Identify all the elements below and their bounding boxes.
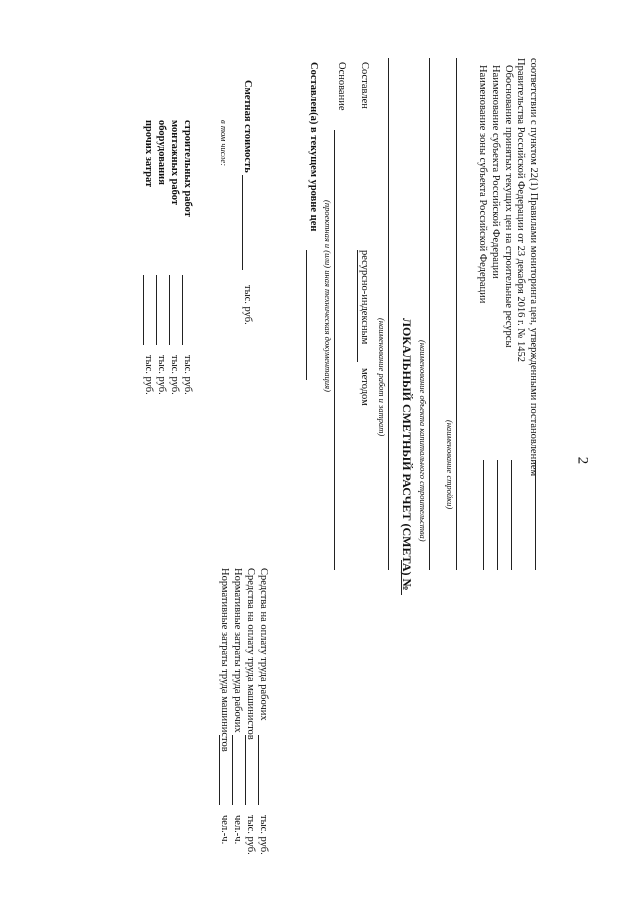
price-level-label: Составлен(а) в текущем уровне цен bbox=[308, 62, 319, 232]
page-number: 2 bbox=[574, 456, 591, 465]
basis-subject-label: Наименование субъекта Российской Федерации bbox=[490, 65, 501, 279]
object-caption: (наименование объекта капитального строительства) bbox=[418, 340, 428, 542]
construction-line bbox=[456, 58, 457, 570]
operators-norm-label: Нормативные затраты труда машинистов bbox=[219, 568, 230, 752]
works-caption: (наименование работ и затрат) bbox=[377, 318, 387, 437]
compiled-suffix: методом bbox=[359, 368, 370, 406]
basis-prices-label: Обоснование принятых текущих цен на строительные ресурсы bbox=[503, 65, 514, 348]
compiled-label: Составлен bbox=[359, 62, 370, 109]
basis-zone-label: Наименование зоны субъекта Российской Федерации bbox=[477, 65, 488, 304]
compiled-method: ресурсно-индексным bbox=[359, 250, 370, 345]
header-line-1: соответствии с пунктом 22(1) Правилами мониторинга цен, утвержденными постановлением bbox=[528, 58, 539, 477]
estimate-number-line bbox=[401, 560, 402, 595]
grounds-line bbox=[334, 130, 335, 570]
object-line bbox=[429, 58, 430, 570]
header-line bbox=[535, 460, 536, 570]
basis-subject-line bbox=[497, 460, 498, 570]
installation-works-label: монтажных работ bbox=[169, 120, 180, 206]
construction-works-unit: тыс. руб. bbox=[182, 355, 193, 395]
estimate-title: ЛОКАЛЬНЫЙ СМЕТНЫЙ РАСЧЕТ (СМЕТА) № bbox=[400, 318, 414, 591]
installation-works-unit: тыс. руб. bbox=[169, 355, 180, 395]
workers-pay-unit: тыс. руб. bbox=[258, 815, 269, 855]
other-costs-label: прочих затрат bbox=[143, 120, 154, 188]
operators-pay-line bbox=[245, 735, 246, 805]
workers-norm-label: Нормативные затраты труда рабочих bbox=[232, 568, 243, 733]
operators-pay-label: Средства на оплату труда машинистов bbox=[245, 568, 256, 740]
works-line bbox=[388, 58, 389, 570]
operators-norm-line bbox=[219, 735, 220, 805]
including-label: в том числе: bbox=[219, 120, 229, 167]
estimated-cost-line bbox=[242, 175, 243, 270]
construction-works-line bbox=[182, 275, 183, 345]
other-costs-unit: тыс. руб. bbox=[143, 355, 154, 395]
installation-works-line bbox=[169, 275, 170, 345]
workers-pay-line bbox=[258, 735, 259, 805]
equipment-line bbox=[156, 275, 157, 345]
estimated-cost-label: Сметная стоимость bbox=[242, 80, 253, 173]
operators-norm-unit: чел.-ч. bbox=[219, 815, 230, 845]
construction-caption: (наименование стройки) bbox=[445, 420, 455, 510]
header-line-2: Правительства Российской Федерации от 23 декабря 2016 г. № 1452 bbox=[515, 58, 526, 363]
workers-norm-line bbox=[232, 735, 233, 805]
construction-works-label: строительных работ bbox=[182, 120, 193, 217]
grounds-label: Основание bbox=[336, 62, 347, 111]
basis-prices-line bbox=[511, 460, 512, 570]
price-level-line bbox=[306, 250, 307, 380]
equipment-label: оборудования bbox=[156, 120, 167, 185]
grounds-caption: (проектная и (или) иная техническая документация) bbox=[323, 200, 333, 392]
operators-pay-unit: тыс. руб. bbox=[245, 815, 256, 855]
other-costs-line bbox=[143, 275, 144, 345]
compiled-method-line bbox=[357, 250, 358, 362]
workers-norm-unit: чел.-ч. bbox=[232, 815, 243, 845]
estimated-cost-unit: тыс. руб. bbox=[242, 285, 253, 325]
basis-zone-line bbox=[483, 460, 484, 570]
workers-pay-label: Средства на оплату труда рабочих bbox=[258, 568, 269, 721]
equipment-unit: тыс. руб. bbox=[156, 355, 167, 395]
